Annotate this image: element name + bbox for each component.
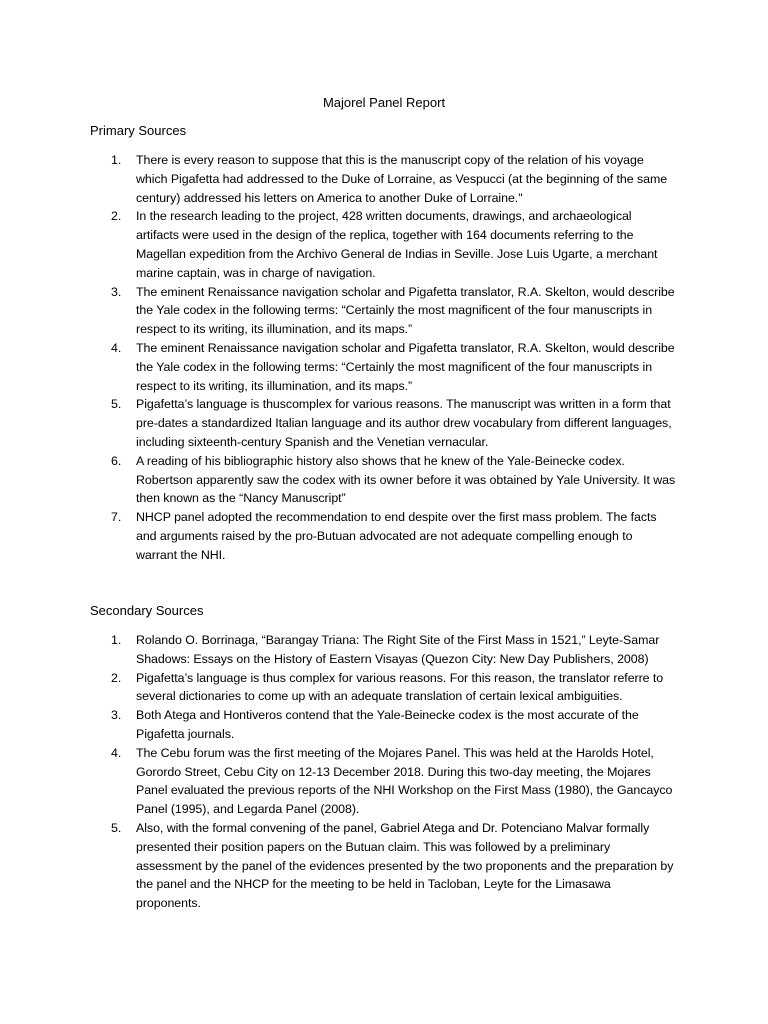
list-item-text: There is every reason to suppose that this is the manuscript copy of the relation of his voyage which Pigafetta had addressed to the Duke of Lorraine, as Vespucci (at the beginning of the same century) addressed his letters on America to another Duke of Lorraine.": [136, 153, 668, 205]
list-item: [0, 706, 768, 744]
primary-sources-heading: Primary Sources: [90, 123, 187, 138]
list-item: [0, 452, 768, 508]
list-item-text: NHCP panel adopted the recommendation to end despite over the first mass problem. The facts and arguments raised by the pro-Butuan advocated are not adequate compelling enough to warrant the NHI.: [136, 510, 657, 562]
list-item-number: 2.: [111, 670, 122, 685]
list-item-text: Both Atega and Hontiveros contend that the Yale-Beinecke codex is the most accurate of the Pigafetta journals.: [136, 708, 639, 741]
list-item: [0, 207, 768, 282]
list-item-number: 3.: [111, 284, 122, 299]
list-item-text: A reading of his bibliographic history also shows that he knew of the Yale-Beinecke codex. Robertson apparently saw the codex with its owner before it was obtained by Yale University. It was then known as the “Nancy Manuscript”: [136, 453, 676, 506]
list-item-number: 2.: [111, 209, 122, 224]
list-item-number: 5.: [111, 397, 122, 412]
primary-sources-list: [0, 151, 768, 565]
list-item-text: Also, with the formal convening of the panel, Gabriel Atega and Dr. Potenciano Malvar formally presented their position papers on the Butuan claim. This was followed by a preliminary assessment by the panel of the evidences presented by the two proponents and the preparation by the panel and the NHCP for the meeting to be held in Tacloban, Leyte for the Limasawa proponents.: [136, 820, 674, 911]
list-item-number: 6.: [111, 453, 122, 468]
list-item: [0, 151, 768, 207]
list-item-number: 4.: [111, 745, 122, 760]
list-item-text: The eminent Renaissance navigation scholar and Pigafetta translator, R.A. Skelton, would describe the Yale codex in the following terms: “Certainly the most magnificent of the four manuscripts in respect to its writing, its illumination, and its maps.”: [136, 284, 675, 337]
list-item-text: The eminent Renaissance navigation scholar and Pigafetta translator, R.A. Skelton, would describe the Yale codex in the following terms: “Certainly the most magnificent of the four manuscripts in respect to its writing, its illumination, and its maps.”: [136, 340, 675, 393]
list-item-number: 5.: [111, 820, 122, 835]
list-item-number: 4.: [111, 340, 122, 355]
list-item-text: Pigafetta’s language is thus complex for various reasons. For this reason, the translator referre to several dictionaries to come up with an adequate translation of certain lexical ambiguities.: [136, 670, 664, 704]
list-item: [0, 669, 768, 707]
list-item: [0, 744, 768, 819]
list-item-number: 7.: [111, 510, 122, 525]
list-item: [0, 508, 768, 564]
list-item-text: The Cebu forum was the first meeting of the Mojares Panel. This was held at the Harolds Hotel, Gorordo Street, Cebu City on 12-13 December 2018. During this two-day meeting, the Mojares Panel evaluated the previous reports of the NHI Workshop on the First Mass (1980), the Gancayco Panel (1995), and Legarda Panel (2008).: [136, 745, 673, 817]
list-item-text: In the research leading to the project, 428 written documents, drawings, and archaeological artifacts were used in the design of the replica, together with 164 documents referring to the Magellan expedition from the Archivo General de Indias in Seville. Jose Luis Ugarte, a merchant marine captain, was in charge of navigation.: [136, 209, 658, 280]
list-item-number: 1.: [111, 633, 122, 647]
list-item: [0, 819, 768, 913]
list-item-text: Pigafetta’s language is thuscomplex for various reasons. The manuscript was written in a form that pre-dates a standardized Italian language and its author drew vocabulary from different languages, including sixteenth-century Spanish and the Venetian vernacular.: [136, 397, 672, 449]
document-title: Majorel Panel Report: [322, 95, 446, 110]
list-item: [0, 631, 768, 669]
list-item-text: Rolando O. Borrinaga, “Barangay Triana: The Right Site of the First Mass in 1521,” Leyte-Samar Shadows: Essays on the History of Eastern Visayas (Quezon City: New Day Publishers, 2008): [136, 633, 660, 666]
list-item: [0, 339, 768, 395]
list-item: [0, 395, 768, 451]
list-item: [0, 283, 768, 339]
list-item-number: 1.: [111, 153, 122, 167]
list-item-number: 3.: [111, 708, 122, 723]
secondary-sources-heading: Secondary Sources: [90, 603, 204, 618]
secondary-sources-list: [0, 631, 768, 913]
